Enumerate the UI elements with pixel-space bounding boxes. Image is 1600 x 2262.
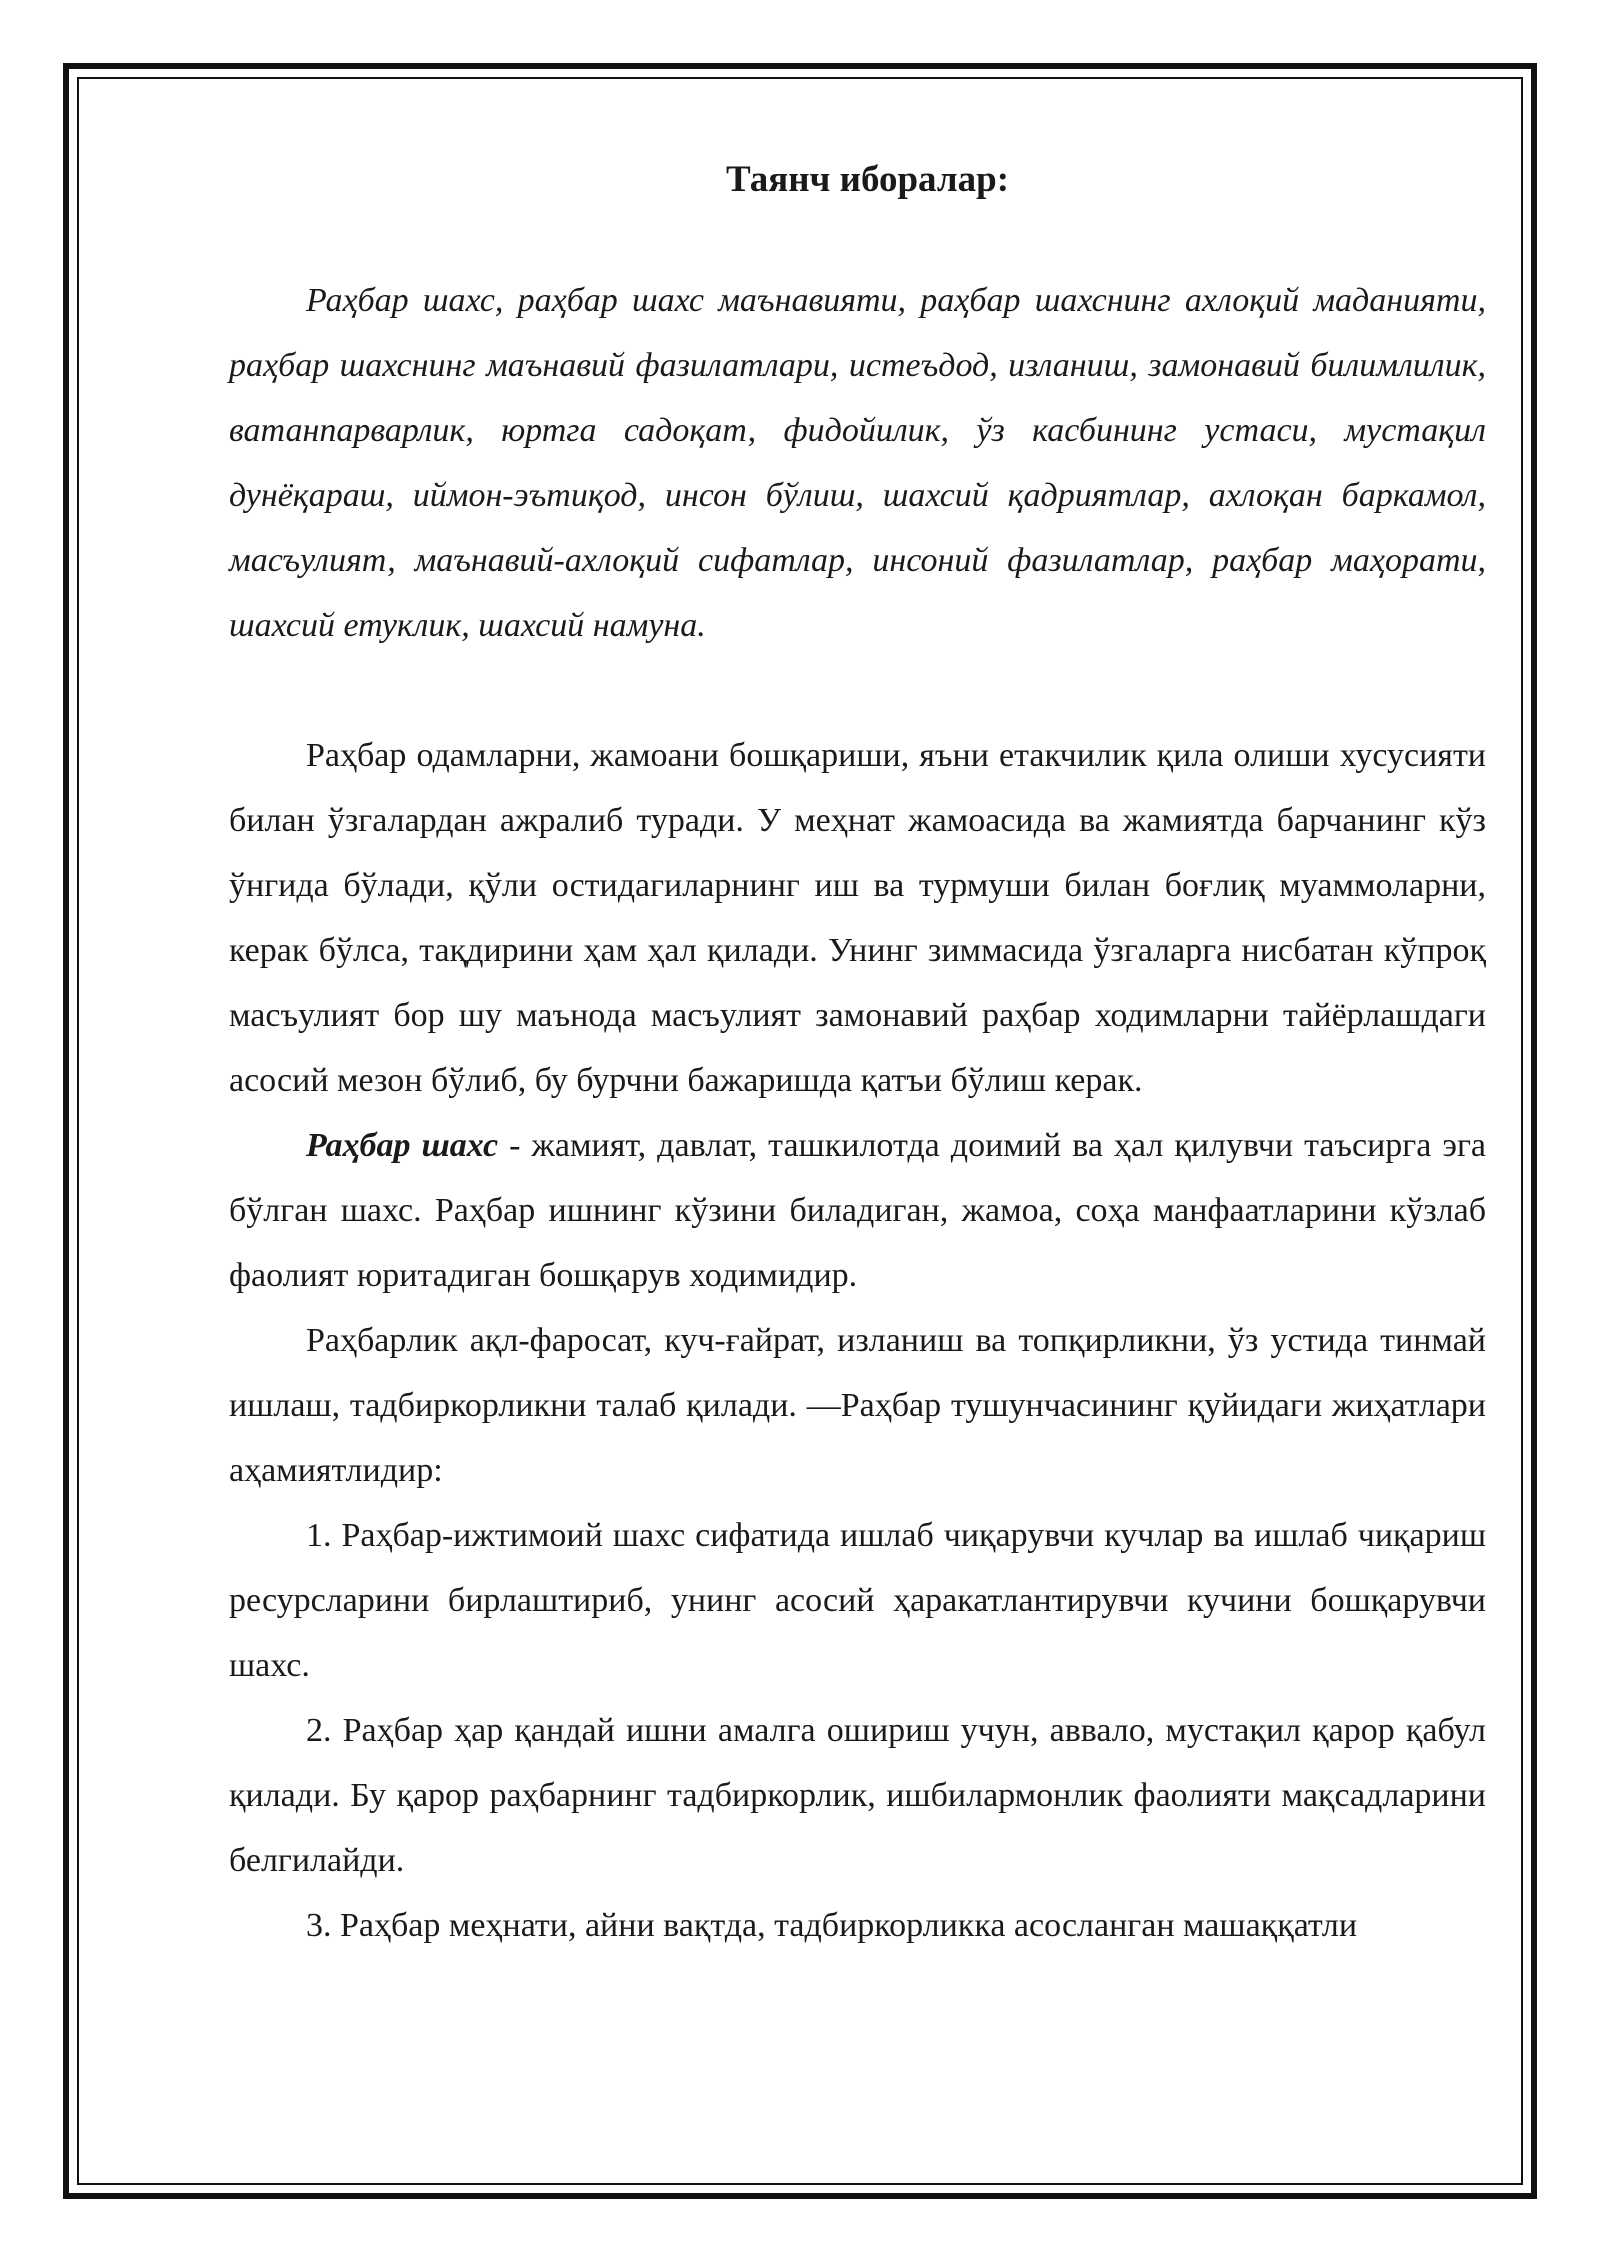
list-item-1: 1. Раҳбар-ижтимоий шахс сифатида ишлаб чиқарувчи кучлар ва ишлаб чиқариш ресурсларини бирлаштириб, унинг асосий ҳаракатлантирувчи кучини бошқарувчи шахс. — [229, 1517, 1486, 1684]
paragraph-leader-role: Раҳбар одамларни, жамоани бошқариши, яъни етакчилик қила олиши хусусияти билан ўзгалардан ажралиб туради. У меҳнат жамоасида ва жамиятда барчанинг кўз ўнгида бўлади, қўли остидагиларнинг иш ва турмуши билан боғлиқ муаммоларни, керак бўлса, тақдирини ҳам ҳал қилади. Унинг зиммасида ўзгаларга нисбатан кўпроқ масъулият бор шу маънода масъулият замонавий раҳбар ходимларни тайёрлашдаги асосий мезон бўлиб, бу бурчни бажаришда қатъи бўлиш керак. — [229, 737, 1486, 1099]
defined-term: Раҳбар шахс — [306, 1127, 499, 1164]
document-body — [229, 148, 1486, 1958]
page-title: Таянч иборалар: — [725, 159, 1010, 200]
list-item-2: 2. Раҳбар ҳар қандай ишни амалга ошириш учун, аввало, мустақил қарор қабул қилади. Бу қарор раҳбарнинг тадбиркорлик, ишбилармонлик фаолияти мақсадларини белгилайди. — [229, 1712, 1486, 1879]
definition-paragraph — [229, 1113, 1486, 1308]
definition-text: - жамият, давлат, ташкилотда доимий ва ҳал қилувчи таъсирга эга бўлган шахс. Раҳбар ишнинг кўзини биладиган, жамоа, соҳа манфаатларини кўзлаб фаолият юритадиган бошқарув ходимидир. — [229, 1127, 1486, 1294]
list-item-3: 3. Раҳбар меҳнати, айни вақтда, тадбиркорликка асосланган машаққатли — [306, 1907, 1358, 1944]
keywords-paragraph: Раҳбар шахс, раҳбар шахс маънавияти, раҳбар шахснинг ахлоқий маданияти, раҳбар шахснинг маънавий фазилатлари, истеъдод, изланиш, замонавий билимлилик, ватанпарварлик, юртга садоқат, фидойилик, ўз касбининг устаси, мустақил дунёқараш, иймон-эътиқод, инсон бўлиш, шахсий қадриятлар, ахлоқан баркамол, масъулият, маънавий-ахлоқий сифатлар, инсоний фазилатлар, раҳбар маҳорати, шахсий етуклик, шахсий намуна. — [229, 282, 1486, 644]
paragraph-leadership-qualities: Раҳбарлик ақл-фаросат, куч-ғайрат, изланиш ва топқирликни, ўз устида тинмай ишлаш, тадбиркорликни талаб қилади. ―Раҳбар тушунчасининг қуйидаги жиҳатлари аҳамиятлидир: — [229, 1322, 1486, 1489]
